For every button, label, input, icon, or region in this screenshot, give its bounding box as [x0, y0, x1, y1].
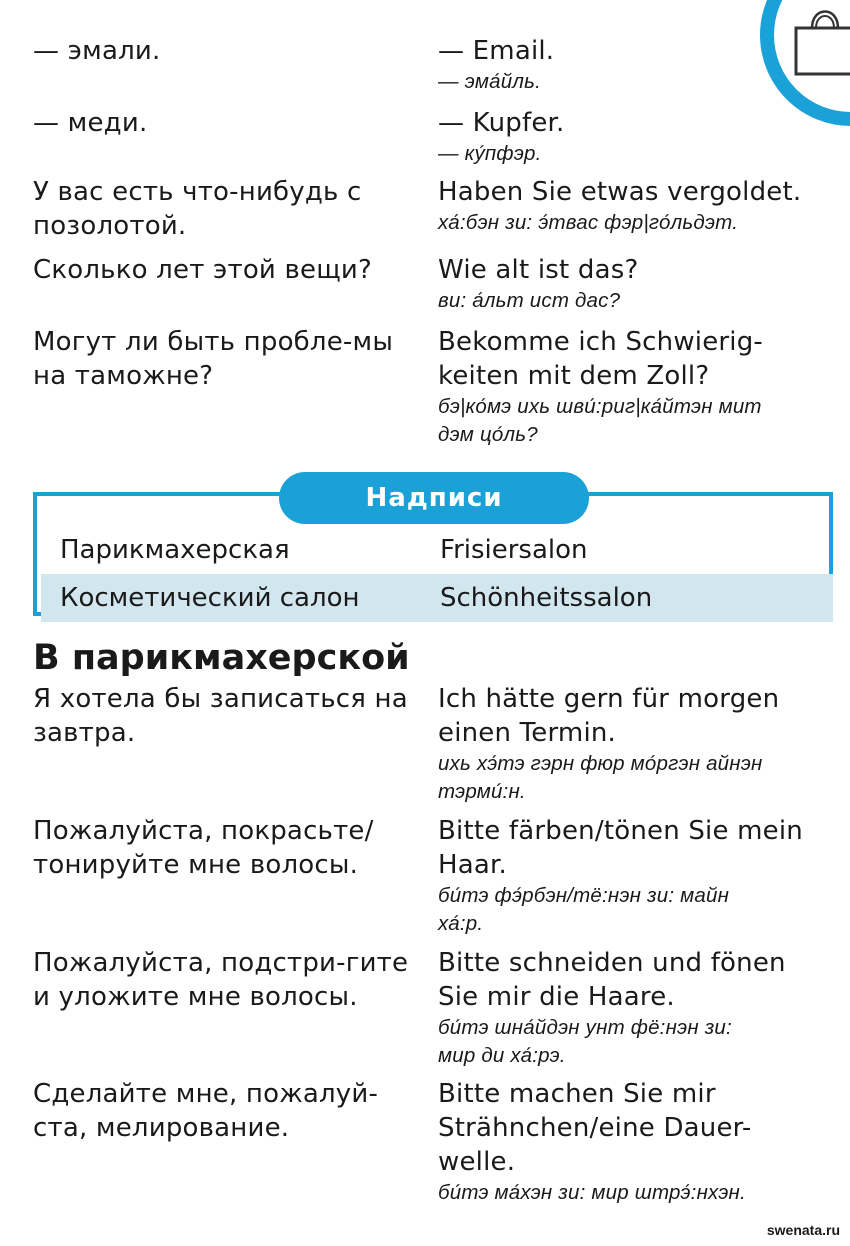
german-phrase: — Email. — эма́йль. — [438, 34, 843, 96]
german-phrase: Ich hätte gern für morgen einen Termin. ихь хэ́тэ гэрн фюр мо́ргэн айнэн тэрми́:н. — [438, 682, 843, 806]
signs-row — [41, 526, 833, 574]
russian-phrase: Сделайте мне, пожалуй-ста, мелирование. — [33, 1079, 379, 1143]
watermark: swenata.ru — [766, 1222, 840, 1238]
transcription: би́тэ ма́хэн зи: мир штрэ́:нхэн. — [438, 1181, 746, 1204]
transcription: — эма́йль. — [438, 70, 541, 93]
transcription: ви: а́льт ист дас? — [438, 289, 621, 312]
russian-phrase: Пожалуйста, подстри-гите и уложите мне волосы. — [33, 948, 409, 1012]
german-phrase: Haben Sie etwas vergoldet. ха́:бэн зи: э́твас фэр|го́льдэт. — [438, 175, 843, 237]
transcription: би́тэ фэ́рбэн/тё:нэн зи: майн — [438, 884, 730, 907]
transcription: бэ|ко́мэ ихь шви́:риг|ка́йтэн мит — [438, 395, 762, 418]
signs-title: Надписи — [279, 472, 589, 524]
section-heading: В парикмахерской — [33, 638, 410, 678]
sign-german: Frisiersalon — [440, 535, 588, 565]
german-phrase: Bekomme ich Schwierig- keiten mit dem Zoll? бэ|ко́мэ ихь шви́:риг|ка́йтэн мит дэм цо́ль? — [438, 325, 843, 449]
transcription: би́тэ шна́йдэн унт фё:нэн зи: — [438, 1016, 732, 1039]
german-phrase: — Kupfer. — ку́пфэр. — [438, 106, 843, 168]
signs-row — [41, 574, 833, 622]
transcription: ха́:р. — [438, 912, 484, 935]
russian-phrase: — эмали. — [33, 36, 161, 66]
german-phrase: Bitte schneiden und fönen Sie mir die Haare. би́тэ шна́йдэн унт фё:нэн зи: мир ди ха́:рэ. — [438, 946, 843, 1070]
transcription: дэм цо́ль? — [438, 423, 538, 446]
transcription: ха́:бэн зи: э́твас фэр|го́льдэт. — [438, 211, 739, 234]
russian-phrase: Я хотела бы записаться на завтра. — [33, 684, 408, 748]
russian-phrase: Сколько лет этой вещи? — [33, 255, 372, 285]
sign-german: Schönheitssalon — [440, 583, 653, 613]
german-phrase: Wie alt ist das? ви: а́льт ист дас? — [438, 253, 843, 315]
russian-phrase: — меди. — [33, 108, 148, 138]
sign-russian: Парикмахерская — [60, 535, 290, 565]
sign-russian: Косметический салон — [60, 583, 360, 613]
russian-phrase: Пожалуйста, покрасьте/ тонируйте мне волосы. — [33, 816, 374, 880]
transcription: мир ди ха́:рэ. — [438, 1044, 566, 1067]
transcription: ихь хэ́тэ гэрн фюр мо́ргэн айнэн — [438, 752, 763, 775]
german-phrase: Bitte machen Sie mir Strähnchen/eine Dauer- welle. би́тэ ма́хэн зи: мир штрэ́:нхэн. — [438, 1077, 843, 1207]
russian-phrase: У вас есть что-нибудь с позолотой. — [33, 177, 362, 241]
german-phrase: Bitte färben/tönen Sie mein Haar. би́тэ фэ́рбэн/тё:нэн зи: майн ха́:р. — [438, 814, 843, 938]
transcription: — ку́пфэр. — [438, 142, 542, 165]
russian-phrase: Могут ли быть пробле-мы на таможне? — [33, 327, 394, 391]
transcription: тэрми́:н. — [438, 780, 526, 803]
